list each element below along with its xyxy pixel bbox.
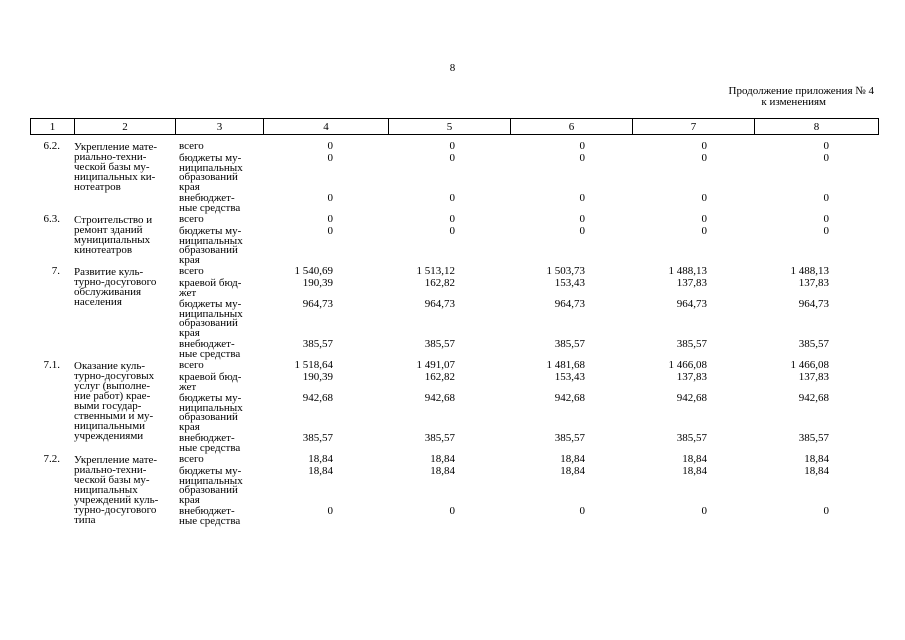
table-group (30, 140, 878, 213)
table-row (179, 140, 878, 152)
value-cell: 0 (579, 192, 585, 204)
row-number: 6.3. (43, 213, 60, 225)
table-row (179, 152, 878, 192)
column-header-row (31, 119, 879, 135)
value-cell: 18,84 (560, 465, 585, 477)
value-cell: 1 466,08 (668, 359, 707, 371)
value-cell: 1 488,13 (668, 265, 707, 277)
table-row (179, 465, 878, 505)
value-cell: 0 (823, 152, 829, 164)
funding-source: бюджеты му- ниципальных образований края (179, 465, 243, 506)
value-cell: 162,82 (424, 277, 455, 289)
column-header-table (30, 118, 879, 135)
table-row (179, 453, 878, 465)
table-row (179, 371, 878, 392)
value-cell: 0 (701, 505, 707, 517)
table-group (30, 453, 878, 526)
value-cell: 18,84 (308, 465, 333, 477)
row-number: 7. (51, 265, 60, 277)
value-cell: 0 (823, 140, 829, 152)
value-cell: 18,84 (804, 453, 829, 465)
table-row (179, 225, 878, 265)
value-cell: 1 466,08 (790, 359, 829, 371)
value-cell: 0 (823, 225, 829, 237)
value-cell: 942,68 (554, 392, 585, 404)
funding-source: краевой бюд- жет (179, 371, 242, 393)
value-cell: 385,57 (798, 338, 829, 350)
value-cell: 0 (701, 213, 707, 225)
row-name: Развитие куль- турно-досугового обслуживания населения (74, 266, 157, 308)
value-cell: 137,83 (798, 371, 829, 383)
value-cell: 137,83 (798, 277, 829, 289)
value-cell: 1 540,69 (294, 265, 333, 277)
value-cell: 385,57 (302, 432, 333, 444)
value-cell: 942,68 (798, 392, 829, 404)
value-cell: 385,57 (424, 432, 455, 444)
value-cell: 0 (823, 213, 829, 225)
page-number: 8 (449, 62, 456, 74)
value-cell: 385,57 (302, 338, 333, 350)
appendix-line-2: к изменениям (761, 96, 826, 108)
appendix-line-1: Продолжение приложения № 4 (728, 85, 874, 97)
value-cell: 0 (449, 225, 455, 237)
column-header: 8 (755, 119, 879, 135)
table-group (30, 213, 878, 265)
value-cell: 942,68 (424, 392, 455, 404)
funding-source: бюджеты му- ниципальных образований края (179, 225, 243, 266)
value-cell: 18,84 (682, 453, 707, 465)
value-cell: 0 (449, 192, 455, 204)
value-cell: 385,57 (554, 338, 585, 350)
value-cell: 0 (701, 192, 707, 204)
value-cell: 190,39 (302, 277, 333, 289)
value-cell: 0 (579, 505, 585, 517)
value-cell: 942,68 (302, 392, 333, 404)
column-header: 4 (264, 119, 389, 135)
column-header: 5 (389, 119, 511, 135)
table-group (30, 359, 878, 453)
value-cell: 1 481,68 (546, 359, 585, 371)
value-cell: 1 503,73 (546, 265, 585, 277)
value-cell: 1 518,64 (294, 359, 333, 371)
table-row (179, 392, 878, 432)
table-row (179, 432, 878, 453)
value-cell: 137,83 (676, 371, 707, 383)
table-row (179, 298, 878, 338)
column-header: 7 (633, 119, 755, 135)
value-cell: 0 (327, 140, 333, 152)
funding-source: внебюджет- ные средства (179, 505, 241, 527)
value-cell: 0 (579, 213, 585, 225)
value-cell: 0 (579, 140, 585, 152)
row-number: 7.1. (43, 359, 60, 371)
value-cell: 0 (701, 140, 707, 152)
table-row (179, 192, 878, 213)
table-group (30, 265, 878, 359)
value-cell: 18,84 (430, 465, 455, 477)
funding-source: всего (179, 265, 204, 277)
funding-source: внебюджет- ные средства (179, 192, 241, 214)
value-cell: 0 (327, 225, 333, 237)
value-cell: 0 (449, 152, 455, 164)
value-cell: 0 (449, 140, 455, 152)
value-cell: 0 (701, 152, 707, 164)
row-name: Строительство и ремонт зданий муниципальных кинотеатров (74, 214, 153, 256)
row-name: Укрепление мате- риально-техни- ческой базы му- ниципальных ки- нотеатров (74, 141, 158, 193)
value-cell: 0 (449, 505, 455, 517)
value-cell: 153,43 (554, 277, 585, 289)
funding-source: бюджеты му- ниципальных образований края (179, 298, 243, 339)
value-cell: 137,83 (676, 277, 707, 289)
table-row (179, 265, 878, 277)
value-cell: 964,73 (676, 298, 707, 310)
column-header: 3 (176, 119, 264, 135)
column-header: 2 (75, 119, 176, 135)
value-cell: 964,73 (554, 298, 585, 310)
column-header: 1 (31, 119, 75, 135)
value-cell: 0 (579, 152, 585, 164)
funding-source: внебюджет- ные средства (179, 432, 241, 454)
value-cell: 385,57 (424, 338, 455, 350)
value-cell: 964,73 (424, 298, 455, 310)
value-cell: 942,68 (676, 392, 707, 404)
value-cell: 0 (701, 225, 707, 237)
table-row (179, 277, 878, 298)
value-cell: 18,84 (308, 453, 333, 465)
value-cell: 18,84 (430, 453, 455, 465)
funding-source: краевой бюд- жет (179, 277, 242, 299)
funding-source: внебюджет- ные средства (179, 338, 241, 360)
funding-source: всего (179, 359, 204, 371)
value-cell: 385,57 (676, 338, 707, 350)
funding-source: всего (179, 140, 204, 152)
value-cell: 190,39 (302, 371, 333, 383)
value-cell: 0 (579, 225, 585, 237)
value-cell: 153,43 (554, 371, 585, 383)
value-cell: 0 (327, 505, 333, 517)
funding-source: всего (179, 213, 204, 225)
value-cell: 18,84 (804, 465, 829, 477)
column-header: 6 (511, 119, 633, 135)
value-cell: 18,84 (682, 465, 707, 477)
value-cell: 385,57 (554, 432, 585, 444)
value-cell: 385,57 (798, 432, 829, 444)
value-cell: 1 513,12 (416, 265, 455, 277)
value-cell: 0 (327, 213, 333, 225)
row-number: 7.2. (43, 453, 60, 465)
value-cell: 0 (449, 213, 455, 225)
value-cell: 964,73 (798, 298, 829, 310)
value-cell: 0 (327, 192, 333, 204)
value-cell: 1 488,13 (790, 265, 829, 277)
table-row (179, 359, 878, 371)
table-row (179, 338, 878, 359)
funding-source: всего (179, 453, 204, 465)
value-cell: 0 (327, 152, 333, 164)
table-row (179, 213, 878, 225)
value-cell: 0 (823, 505, 829, 517)
value-cell: 1 491,07 (416, 359, 455, 371)
row-number: 6.2. (43, 140, 60, 152)
row-name: Укрепление мате- риально-техни- ческой базы му- ниципальных учреждений куль- турно-досугового типа (74, 454, 159, 526)
table-body (30, 140, 878, 526)
funding-source: бюджеты му- ниципальных образований края (179, 392, 243, 433)
value-cell: 162,82 (424, 371, 455, 383)
value-cell: 964,73 (302, 298, 333, 310)
table-row (179, 505, 878, 526)
appendix-caption (729, 86, 874, 108)
row-name: Оказание куль- турно-досуговых услуг (выполне- ние работ) крае- выми государ- ственными и му- ниципальными учреждениями (74, 360, 155, 442)
value-cell: 18,84 (560, 453, 585, 465)
value-cell: 0 (823, 192, 829, 204)
value-cell: 385,57 (676, 432, 707, 444)
funding-source: бюджеты му- ниципальных образований края (179, 152, 243, 193)
